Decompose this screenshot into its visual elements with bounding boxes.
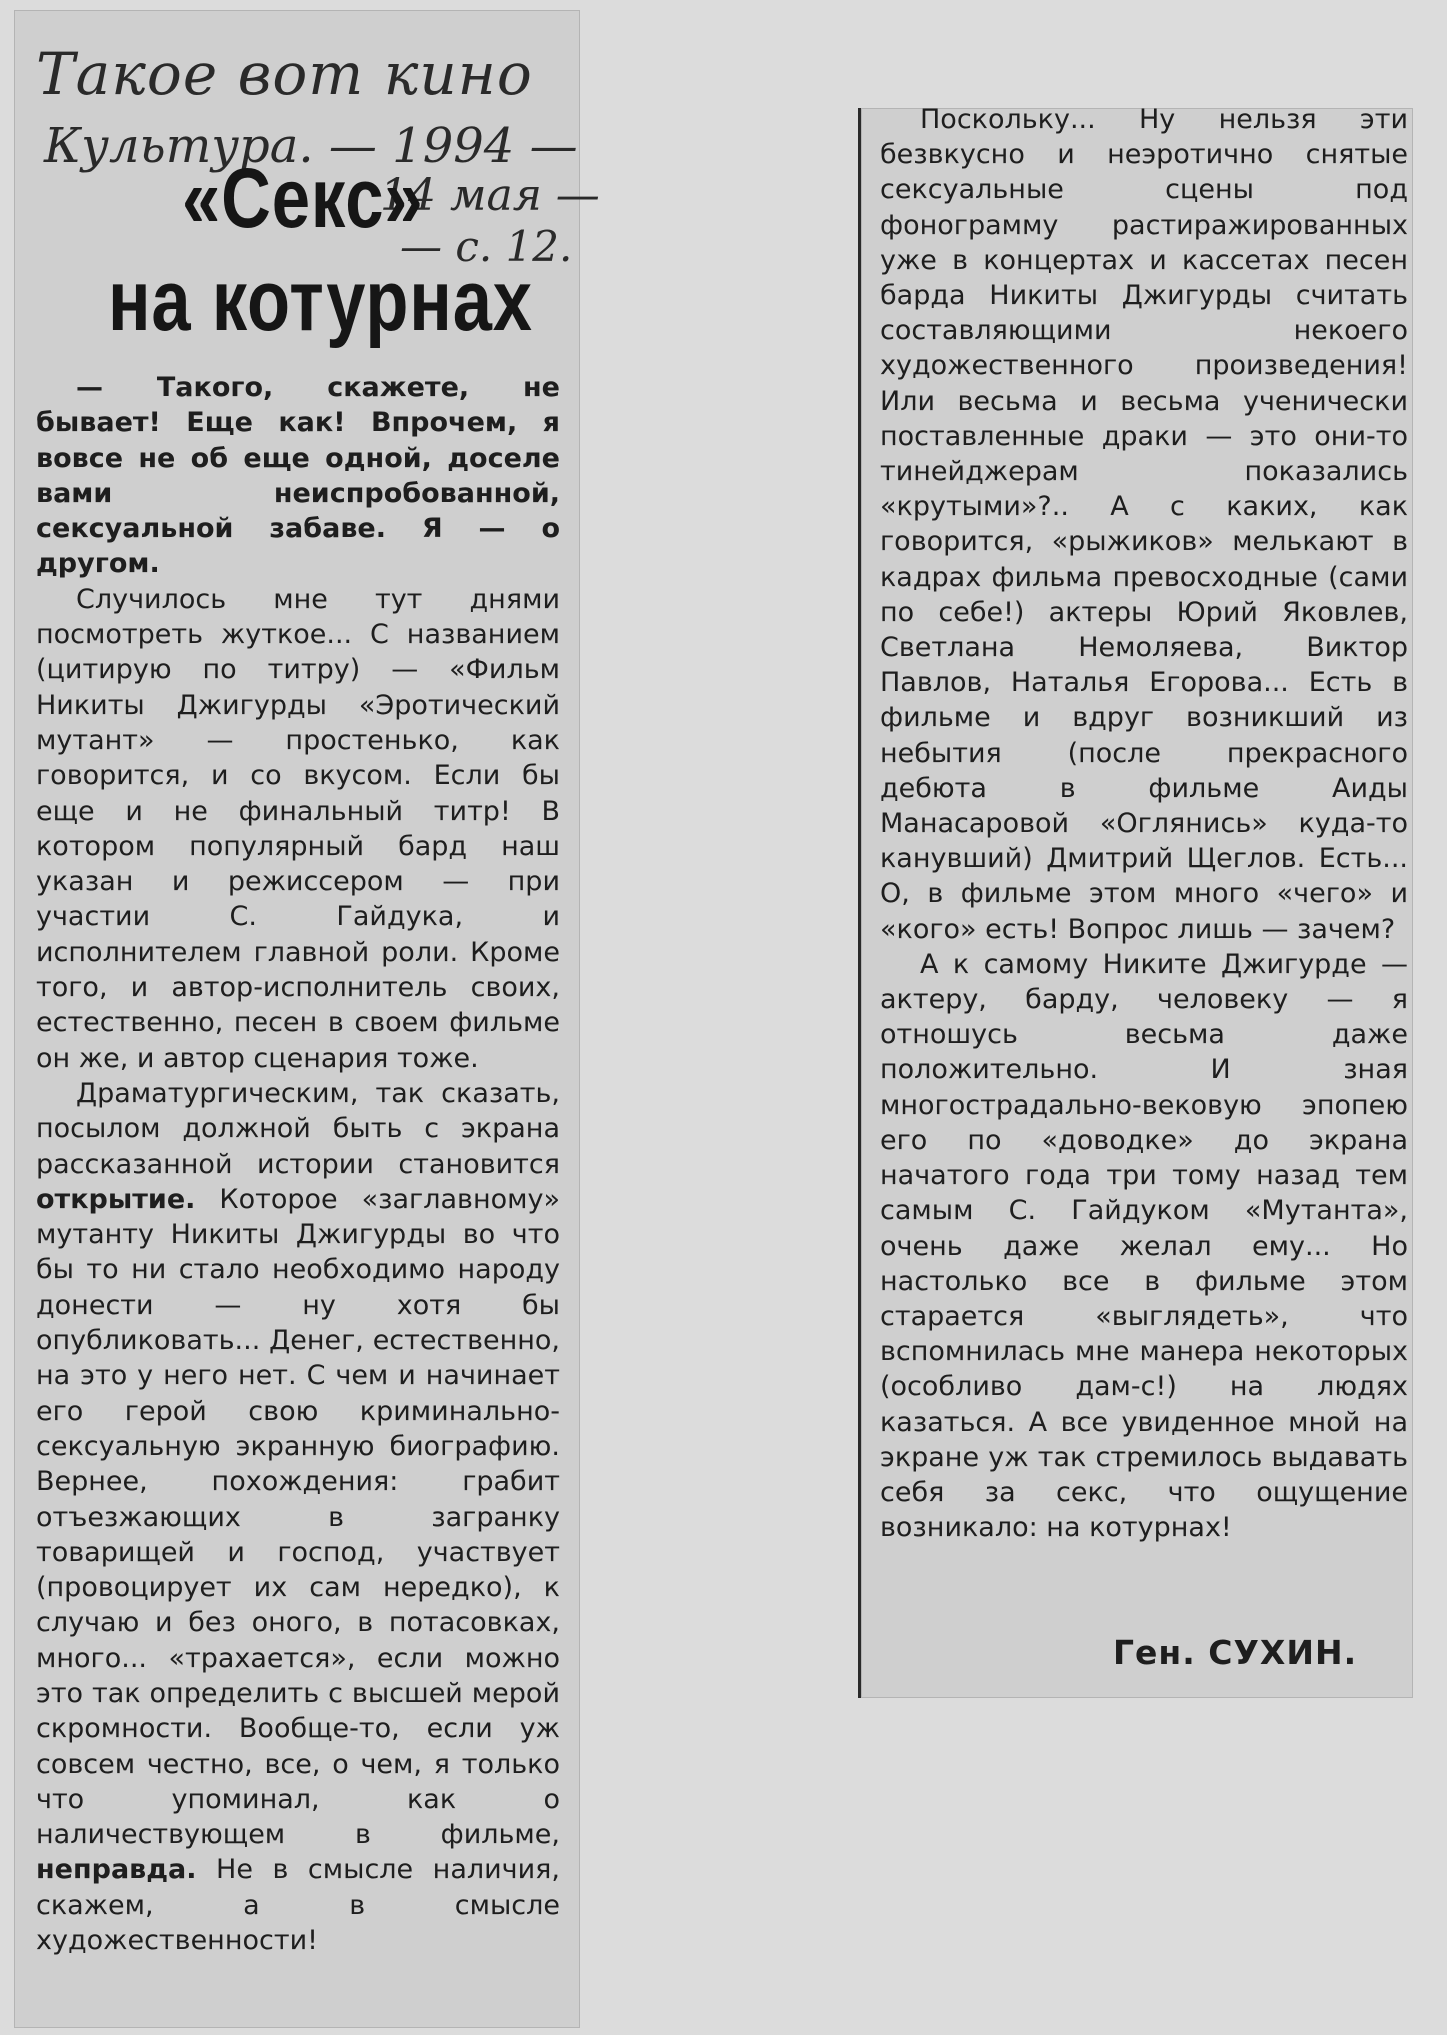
paragraph-text: Которое «заглавному» мутанту Никиты Джигурды во что бы то ни стало необходимо народу донести — ну хотя бы опубликовать... Денег, естественно, на это у него нет. С чем и начинает его герой свою криминально-сексуальную экранную биографию. Вернее, похождения: грабит отъезжающих в загранку товарищей и господ, участвует (провоцирует их сам нередко), к случаю и без оного, в потасовках, много... «трахается», если можно это так определить с высшей мерой скромности. Вообще-то, если уж совсем честно, все, о чем, я только что упоминал, как о наличествующем в фильме,	[36, 1183, 560, 1851]
paragraph-text: Не в смысле наличия, скажем, а в смысле художественности!	[36, 1854, 560, 1957]
paragraph-text: Драматургическим, так сказать, посылом должной быть с экрана рассказанной истории становится	[36, 1077, 560, 1180]
left-column	[36, 370, 560, 1958]
right-column	[880, 102, 1408, 1545]
lead-paragraph: — Такого, скажете, не бывает! Еще как! Впрочем, я вовсе не об еще одной, доселе вами неиспробованной, сексуальной забаве. Я — о другом.	[36, 372, 560, 580]
headline-line-1: «Секс»	[182, 151, 424, 245]
handwritten-date-note: 14 мая —	[380, 170, 600, 221]
handwritten-source-note: Культура. — 1994 —	[44, 118, 578, 174]
headline-line-2: на котурнах	[108, 253, 533, 349]
paragraph: Поскольку... Ну нельзя эти безвкусно и неэротично снятые сексуальные сцены под фонограмму растиражированных уже в концертах и кассетах песен барда Никиты Джигурды считать составляющими некоего художественного произведения! Или весьма и весьма ученически поставленные драки — это они-то тинейджерам показались «крутыми»?.. А с каких, как говорится, «рыжиков» мелькают в кадрах фильма превосходные (сами по себе!) актеры Юрий Яковлев, Светлана Немоляева, Виктор Павлов, Наталья Егорова... Есть в фильме и вдруг возникший из небытия (после прекрасного дебюта в фильме Аиды Манасаровой «Оглянись» куда-то канувший) Дмитрий Щеглов. Есть... О, в фильме этом много «чего» и «кого» есть! Вопрос лишь — зачем?	[880, 104, 1408, 945]
emphasis-text: неправда.	[36, 1854, 197, 1886]
paragraph	[36, 1076, 560, 1958]
author-signature: Ген. СУХИН.	[1113, 1633, 1358, 1672]
emphasis-text: открытие.	[36, 1183, 196, 1215]
handwritten-page-note: — с. 12.	[400, 222, 573, 271]
paragraph: А к самому Никите Джигурде — актеру, барду, человеку — я отношусь весьма даже положительно. И зная многострадально-вековую эпопею его по «доводке» до экрана начатого года три тому назад тем самым С. Гайдуком «Мутанта», очень даже желал ему... Но настолько все в фильме этом старается «выглядеть», что вспомнилась мне манера некоторых (особливо дам-с!) на людях казаться. А все увиденное мной на экране уж так стремилось выдавать себя за секс, что ощущение возникало: на котурнах!	[880, 948, 1408, 1544]
paragraph: Случилось мне тут днями посмотреть жуткое... С названием (цитирую по титру) — «Фильм Никиты Джигурды «Эротический мутант» — простенько, как говорится, и со вкусом. Если бы еще и не финальный титр! В котором популярный бард наш указан и режиссером — при участии С. Гайдука, и исполнителем главной роли. Кроме того, и автор-исполнитель своих, естественно, песен в своем фильме он же, и автор сценария тоже.	[36, 583, 560, 1074]
handwritten-title: Такое вот кино	[36, 40, 533, 108]
